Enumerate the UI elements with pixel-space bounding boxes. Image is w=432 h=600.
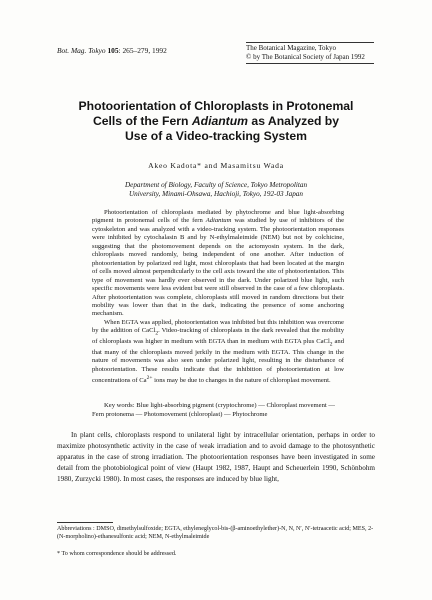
abstract-genus: Adiantum: [205, 217, 232, 225]
affiliation-line-1: Department of Biology, Faculty of Science, Tokyo Metropolitan: [124, 181, 308, 189]
abstract-p1-text-b: was studied by use of inhibitors of the cytoskeleton and was analyzed with a video-tracking system. The photoorientation responses were inhibited by cytochalasin B and by N-ethylmaleimide (NEM) but not by colchicine, suggesting that the photomovement depends on the actomyosin system. In the dark, chloroplasts moved randomly, being independent of one another. After induction of photoorientation by polarized red light, most chloroplasts that had been located at the margin of cells moved almost perpendicularly to the cell axis toward the site of photoorientation. This type of movement was hardly ever observed in the dark. Under polarized blue light, such specific movements were less evident but were still observed in the case of a few chloroplasts. After photoorientation was complete, chloroplasts still moved in random directions but their mobility was lower than that in the dark, indicating the presence of some anchoring mechanism.: [92, 217, 344, 318]
authors: [40, 161, 392, 170]
author-2: Masamitsu Wada: [220, 161, 284, 170]
publisher-box: [246, 42, 374, 64]
keywords-label: Key words: [104, 402, 133, 409]
title-line-2: [40, 114, 392, 129]
publisher-line-2: © by The Botanical Society of Japan 1992: [246, 52, 365, 61]
keywords-text: : Blue light-absorbing pigment (cryptochrome) — Chloroplast movement — Fern protonema — Photomovement (chloroplast) — Phytochrome: [92, 402, 335, 418]
abstract-paragraph-1: [92, 209, 344, 319]
title-line-2-pre: Cells of the Fern: [92, 114, 192, 128]
title-line-2-post: as Analyzed by: [248, 114, 340, 128]
abstract-paragraph-2: [92, 319, 344, 386]
author-1: Akeo Kadota: [148, 161, 198, 170]
article-title: [40, 99, 392, 144]
abstract-p2-superscript: 2+: [146, 375, 153, 382]
abstract-p2-text-c: and that many of the chloroplasts moved jerkily in the medium with EGTA. This change in the nature of movements was also seen under polarized light, resulting in the disturbance of photoorientation. These results indicate that the inhibition of photoorientation at low concentrations of Ca: [92, 338, 345, 385]
volume-number: 105: [107, 46, 119, 55]
affiliation: [40, 181, 392, 200]
publisher-line-1: The Botanical Magazine, Tokyo: [246, 44, 336, 52]
abbreviations-footnote: Abbreviations : DMSO, dimethylsulfoxide; EGTA, ethyleneglycol-bis-(β-aminoethylether)-N, N, N′, N′-tetraacetic acid; MES, 2-(N-morpholino)-ethanesulfonic acid; NEM, N-ethylmaleimide: [57, 526, 374, 540]
abstract-p2-subscript-2: 2: [329, 341, 333, 348]
affiliation-line-2: University, Minami-Ohsawa, Hachioji, Tokyo, 192-03 Japan: [128, 190, 303, 199]
page-range: : 265–279, 1992: [118, 46, 167, 55]
footnote-rule: [57, 522, 113, 523]
journal-name: Bot. Mag. Tokyo: [57, 46, 106, 55]
title-line-3: Use of a Video-tracking System: [125, 129, 307, 143]
abstract-p2-text-a: When EGTA was applied, photoorientation was inhibited but this inhibition was overcome by the addition of CaCl: [92, 318, 344, 335]
abstract-p2-text-b: . Video-tracking of chloroplasts in the dark revealed that the mobility of chloroplasts was higher in medium with EGTA than in medium with EGTA plus CaCl: [92, 327, 344, 346]
citation-header: [57, 46, 167, 55]
abstract-p2-text-d: ions may be due to changes in the nature of chloroplast movement.: [152, 377, 331, 385]
abstract: [92, 209, 344, 386]
keywords: [92, 402, 344, 419]
body-paragraph: In plant cells, chloroplasts respond to unilateral light by intracellular orientation, perhaps in order to maximize photosynthetic activity in the case of weak irradiation and to avoid damage to the photosynthetic apparatus in the case of strong irradiation. The photoorientation responses have been investigated in some detail from the photobiological point of view (Haupt 1982, 1987, Haupt and Scheuerlein 1990, Schönbohm 1980, Zurzycki 1980). In most cases, the responses are induced by blue light,: [57, 431, 375, 483]
title-line-1: Photoorientation of Chloroplasts in Protonemal: [78, 99, 354, 113]
title-genus: Adiantum: [191, 114, 249, 128]
abstract-p2-subscript-1: 2: [155, 330, 159, 337]
author-conjunction: and: [201, 161, 221, 170]
author-marker: *: [197, 161, 202, 170]
correspondence-footnote: * To whom correspondence should be addressed.: [57, 551, 177, 557]
abstract-p1-text-a: Photoorientation of chloroplasts mediated by phytochrome and blue light-absorbing pigment in protonemal cells of the fern: [92, 209, 344, 225]
